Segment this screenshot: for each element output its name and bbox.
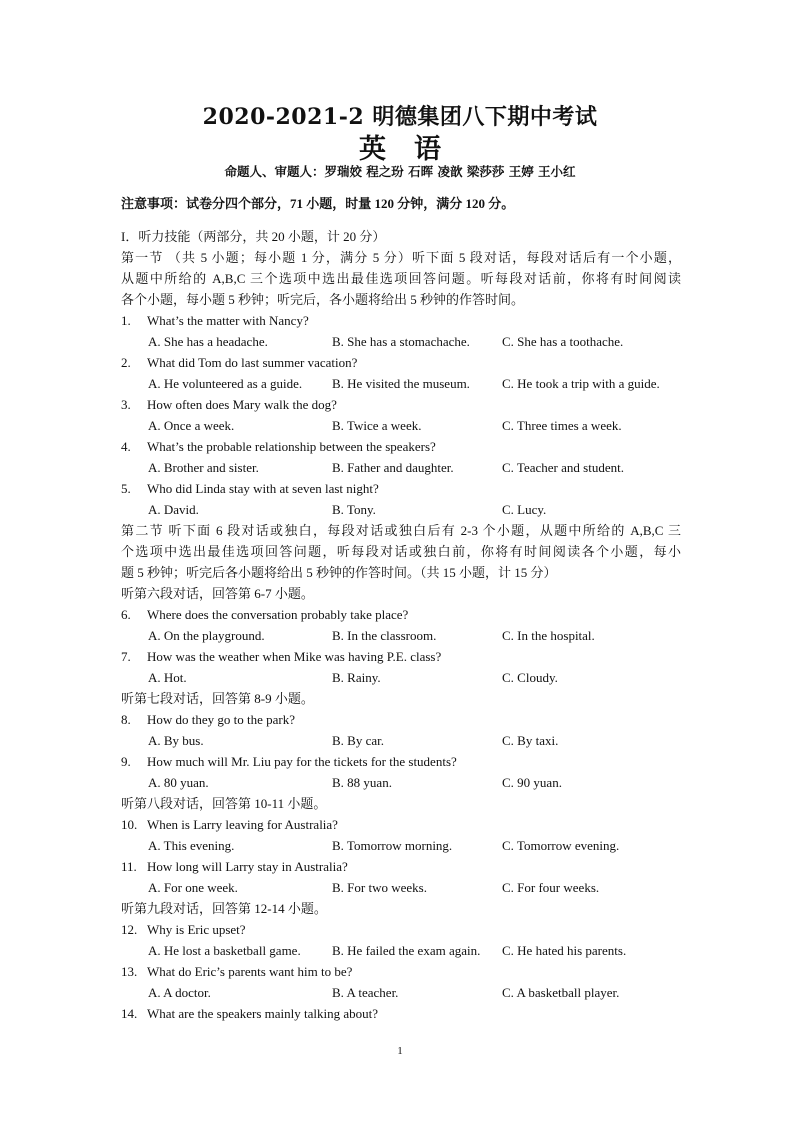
option-c: C. He hated his parents. <box>502 943 627 958</box>
option-a: A. By bus. <box>148 733 204 748</box>
option-a: A. On the playground. <box>148 628 265 643</box>
option-c: C. Tomorrow evening. <box>502 838 620 853</box>
question-text: Who did Linda stay with at seven last night? <box>147 481 379 496</box>
part1-heading: I．听力技能（两部分，共 20 小题，计 20 分） <box>121 229 386 244</box>
exam-title: 2020-2021-2 明德集团八下期中考试 <box>202 104 598 130</box>
options-row <box>121 730 681 751</box>
section2-line: 第二节 听下面 6 段对话或独白，每段对话或独白后有 2-3 个小题，从题中所给的 A,B,C 三 <box>121 523 681 538</box>
question-text: How much will Mr. Liu pay for the tickets for the students? <box>147 754 457 769</box>
exam-body <box>121 226 681 1024</box>
group-heading: 听第七段对话，回答第 8-9 小题。 <box>121 691 314 706</box>
options-row <box>121 457 681 478</box>
option-c: C. For four weeks. <box>502 880 600 895</box>
option-b: B. In the classroom. <box>332 628 437 643</box>
subject-title: 英语 <box>359 134 469 165</box>
group-heading: 听第九段对话，回答第 12-14 小题。 <box>121 901 327 916</box>
question <box>121 709 681 730</box>
section1-line: 从题中所给的 A,B,C 三个选项中选出最佳选项回答问题。听每段对话前，你将有时间阅读 <box>121 271 681 286</box>
question <box>121 856 681 877</box>
question-number: 13. <box>121 964 138 979</box>
question <box>121 1003 681 1024</box>
option-a: A. A doctor. <box>148 985 211 1000</box>
option-c: C. By taxi. <box>502 733 559 748</box>
question <box>121 751 681 772</box>
option-b: B. Tony. <box>332 502 376 517</box>
question <box>121 310 681 331</box>
option-a: A. David. <box>148 502 199 517</box>
option-b: B. He visited the museum. <box>332 376 470 391</box>
section1-line: 各个小题，每小题 5 秒钟；听完后，各小题将给出 5 秒钟的作答时间。 <box>121 292 525 307</box>
section1-instructions <box>121 247 681 310</box>
question-text: What are the speakers mainly talking about? <box>147 1006 379 1021</box>
page-number: 1 <box>397 1045 403 1057</box>
option-a: A. Brother and sister. <box>148 460 259 475</box>
option-c: C. He took a trip with a guide. <box>502 376 660 391</box>
question-number: 10. <box>121 817 138 832</box>
options-row <box>121 835 681 856</box>
section2-line: 个选项中选出最佳选项回答问题，听每段对话或独白前，你将有时间阅读各个小题，每小 <box>121 544 681 559</box>
option-b: B. By car. <box>332 733 384 748</box>
question-text: What do Eric’s parents want him to be? <box>147 964 353 979</box>
option-a: A. Hot. <box>148 670 187 685</box>
options-row <box>121 877 681 898</box>
option-a: A. He volunteered as a guide. <box>148 376 303 391</box>
option-b: B. 88 yuan. <box>332 775 392 790</box>
question-text: How long will Larry stay in Australia? <box>147 859 348 874</box>
option-c: C. She has a toothache. <box>502 334 624 349</box>
question-text: How often does Mary walk the dog? <box>147 397 337 412</box>
question-number: 1. <box>121 313 131 328</box>
question <box>121 478 681 499</box>
option-b: B. He failed the exam again. <box>332 943 481 958</box>
question <box>121 604 681 625</box>
option-a: A. 80 yuan. <box>148 775 209 790</box>
option-a: A. He lost a basketball game. <box>148 943 301 958</box>
option-b: B. For two weeks. <box>332 880 427 895</box>
notice-text: 试卷分四个部分，71 小题，时量 120 分钟，满分 120 分。 <box>186 196 515 211</box>
option-c: C. Three times a week. <box>502 418 622 433</box>
question-text: When is Larry leaving for Australia? <box>147 817 338 832</box>
notice-label: 注意事项： <box>121 197 187 212</box>
option-a: A. She has a headache. <box>148 334 268 349</box>
options-row <box>121 625 681 646</box>
option-b: B. Twice a week. <box>332 418 422 433</box>
option-c: C. A basketball player. <box>502 985 620 1000</box>
question-number: 14. <box>121 1006 138 1021</box>
option-b: B. Tomorrow morning. <box>332 838 453 853</box>
option-c: C. In the hospital. <box>502 628 595 643</box>
options-row <box>121 499 681 520</box>
option-b: B. Father and daughter. <box>332 460 454 475</box>
question <box>121 352 681 373</box>
question-text: Why is Eric upset? <box>147 922 246 937</box>
question-text: How was the weather when Mike was having P.E. class? <box>147 649 442 664</box>
option-c: C. Lucy. <box>502 502 547 517</box>
question-number: 7. <box>121 649 131 664</box>
authors-line: 命题人、审题人：罗瑞姣 程之玢 石晖 凌歆 梁莎莎 王婷 王小红 <box>224 164 576 179</box>
question-text: How do they go to the park? <box>147 712 296 727</box>
question-number: 4. <box>121 439 131 454</box>
option-c: C. Cloudy. <box>502 670 558 685</box>
group-heading: 听第六段对话，回答第 6-7 小题。 <box>121 586 314 601</box>
question-text: What’s the matter with Nancy? <box>147 313 309 328</box>
question <box>121 436 681 457</box>
options-row <box>121 373 681 394</box>
section2-instructions <box>121 520 681 583</box>
question-number: 11. <box>121 859 137 874</box>
question-number: 9. <box>121 754 131 769</box>
options-row <box>121 331 681 352</box>
question <box>121 394 681 415</box>
question-text: Where does the conversation probably take place? <box>147 607 409 622</box>
options-row <box>121 982 681 1003</box>
option-b: B. Rainy. <box>332 670 381 685</box>
option-b: B. A teacher. <box>332 985 399 1000</box>
question <box>121 961 681 982</box>
option-a: A. Once a week. <box>148 418 235 433</box>
section2-line: 题 5 秒钟；听完后各小题将给出 5 秒钟的作答时间。（共 15 小题，计 15 分） <box>121 565 557 580</box>
question <box>121 919 681 940</box>
section1-line: 第一节 （共 5 小题；每小题 1 分，满分 5 分）听下面 5 段对话，每段对话后有一个小题， <box>121 250 681 265</box>
question-text: What’s the probable relationship between the speakers? <box>147 439 436 454</box>
option-a: A. For one week. <box>148 880 238 895</box>
question-number: 5. <box>121 481 131 496</box>
question-number: 8. <box>121 712 131 727</box>
options-row <box>121 940 681 961</box>
options-row <box>121 667 681 688</box>
option-a: A. This evening. <box>148 838 235 853</box>
group-heading: 听第八段对话，回答第 10-11 小题。 <box>121 796 327 811</box>
notice <box>121 193 514 212</box>
option-c: C. 90 yuan. <box>502 775 562 790</box>
question-number: 2. <box>121 355 131 370</box>
options-row <box>121 772 681 793</box>
question-number: 6. <box>121 607 131 622</box>
question-number: 3. <box>121 397 131 412</box>
question <box>121 814 681 835</box>
question <box>121 646 681 667</box>
question-number: 12. <box>121 922 138 937</box>
option-c: C. Teacher and student. <box>502 460 624 475</box>
options-row <box>121 415 681 436</box>
option-b: B. She has a stomachache. <box>332 334 470 349</box>
question-text: What did Tom do last summer vacation? <box>147 355 358 370</box>
